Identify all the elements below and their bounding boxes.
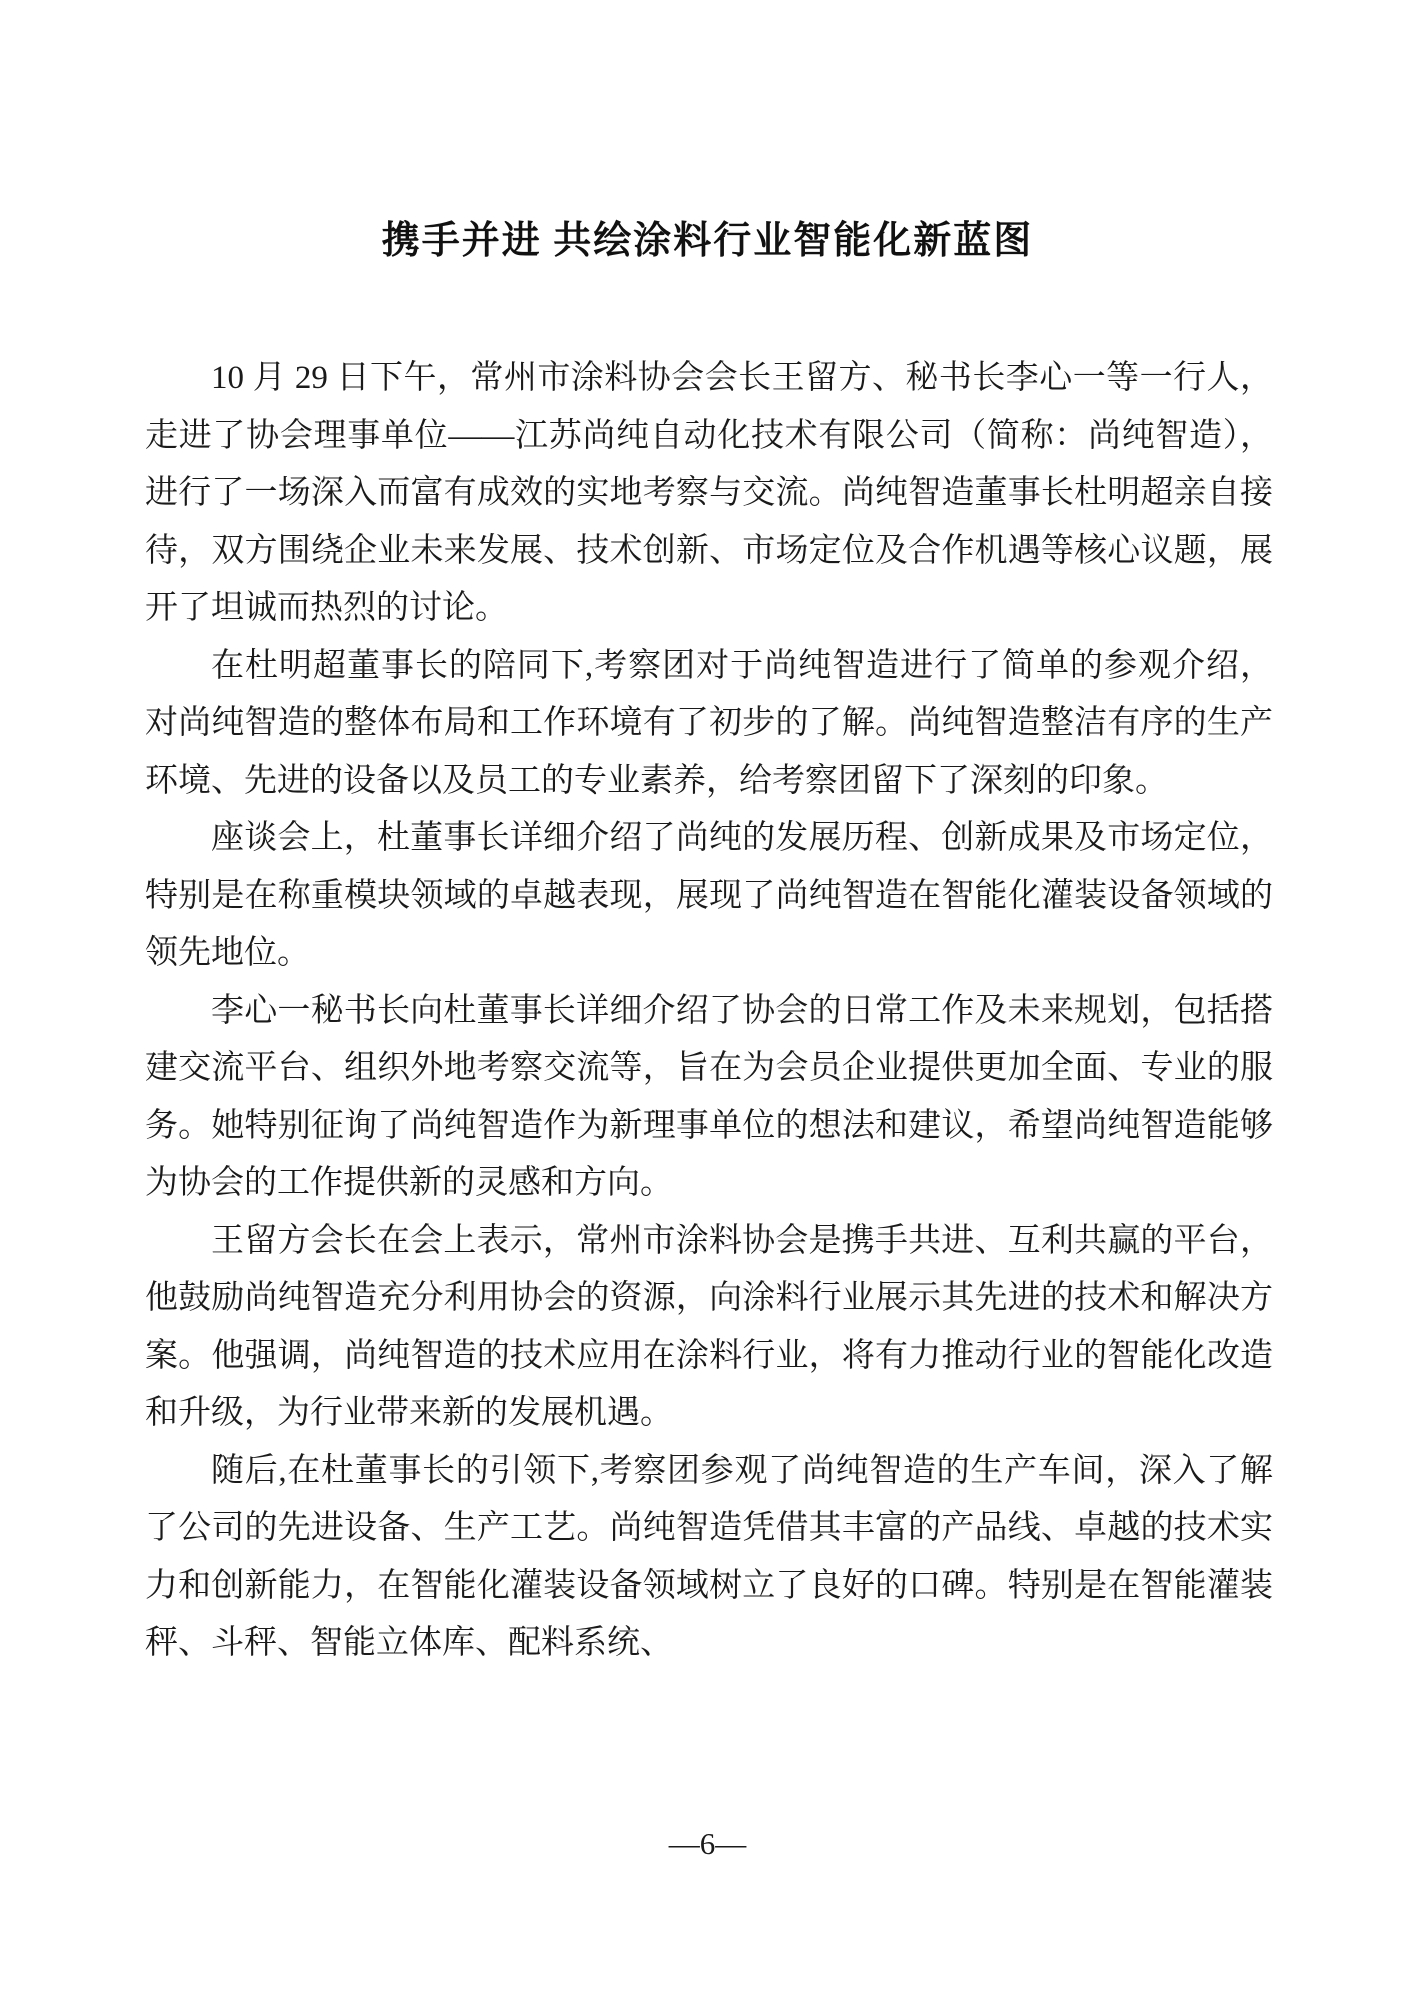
paragraph: 10 月 29 日下午，常州市涂料协会会长王留方、秘书长李心一等一行人，走进了协会理事单位——江苏尚纯自动化技术有限公司（简称：尚纯智造），进行了一场深入而富有成效的实地考察与交流。尚纯智造董事长杜明超亲自接待，双方围绕企业未来发展、技术创新、市场定位及合作机遇等核心议题，展开了坦诚而热烈的讨论。 — [145, 360, 1273, 626]
document-title: 携手并进 共绘涂料行业智能化新蓝图 — [381, 220, 1034, 263]
paragraph: 随后,在杜董事长的引领下,考察团参观了尚纯智造的生产车间，深入了解了公司的先进设备、生产工艺。尚纯智造凭借其丰富的产品线、卓越的技术实力和创新能力，在智能化灌装设备领域树立了良好的口碑。特别是在智能灌装秤、斗秤、智能立体库、配料系统、 — [145, 1452, 1273, 1661]
paragraph: 王留方会长在会上表示，常州市涂料协会是携手共进、互利共赢的平台，他鼓励尚纯智造充分利用协会的资源，向涂料行业展示其先进的技术和解决方案。他强调，尚纯智造的技术应用在涂料行业，将有力推动行业的智能化改造和升级，为行业带来新的发展机遇。 — [145, 1222, 1273, 1431]
paragraph: 李心一秘书长向杜董事长详细介绍了协会的日常工作及未来规划，包括搭建交流平台、组织外地考察交流等，旨在为会员企业提供更加全面、专业的服务。她特别征询了尚纯智造作为新理事单位的想法和建议，希望尚纯智造能够为协会的工作提供新的灵感和方向。 — [145, 992, 1273, 1201]
paragraph: 座谈会上，杜董事长详细介绍了尚纯的发展历程、创新成果及市场定位，特别是在称重模块领域的卓越表现，展现了尚纯智造在智能化灌装设备领域的领先地位。 — [145, 820, 1273, 971]
document-body — [145, 350, 1273, 1673]
page-number: —6— — [668, 1826, 747, 1861]
paragraph: 在杜明超董事长的陪同下,考察团对于尚纯智造进行了简单的参观介绍，对尚纯智造的整体布局和工作环境有了初步的了解。尚纯智造整洁有序的生产环境、先进的设备以及员工的专业素养，给考察团留下了深刻的印象。 — [145, 647, 1273, 799]
